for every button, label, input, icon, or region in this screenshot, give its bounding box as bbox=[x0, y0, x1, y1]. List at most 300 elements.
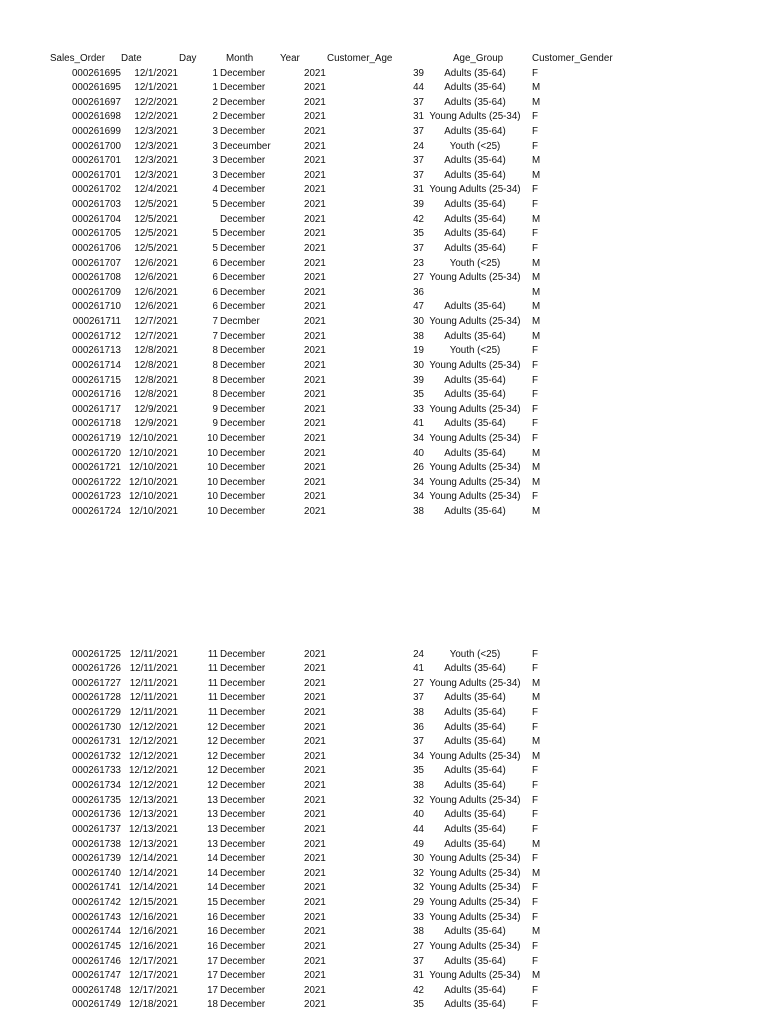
customer-gender-cell: M bbox=[532, 330, 541, 342]
day-cell: 17 bbox=[207, 955, 218, 967]
day-cell: 16 bbox=[207, 926, 218, 938]
sales-order-cell: 000261747 bbox=[71, 970, 121, 982]
customer-gender-cell: F bbox=[532, 648, 538, 660]
date-cell: 12/7/2021 bbox=[134, 330, 178, 342]
customer-gender-cell: M bbox=[532, 867, 541, 879]
month-cell: December bbox=[220, 648, 266, 660]
month-cell: December bbox=[220, 706, 266, 718]
table-row bbox=[0, 648, 768, 663]
age-group-cell: Adults (35-64) bbox=[444, 169, 506, 181]
date-cell: 12/9/2021 bbox=[134, 418, 178, 430]
age-group-cell: Adults (35-64) bbox=[444, 67, 506, 79]
customer-gender-cell: M bbox=[532, 272, 541, 284]
year-cell: 2021 bbox=[304, 67, 326, 79]
date-cell: 12/11/2021 bbox=[129, 663, 178, 675]
customer-gender-cell: M bbox=[532, 155, 541, 167]
age-group-cell: Adults (35-64) bbox=[444, 838, 506, 850]
age-group-cell: Youth (<25) bbox=[449, 648, 501, 660]
sales-order-cell: 000261730 bbox=[71, 721, 121, 733]
customer-gender-cell: F bbox=[532, 359, 538, 371]
table-row bbox=[0, 852, 768, 867]
customer-age-cell: 30 bbox=[413, 359, 424, 371]
year-cell: 2021 bbox=[304, 228, 326, 240]
month-cell: December bbox=[220, 677, 266, 689]
day-cell: 9 bbox=[212, 418, 218, 430]
year-cell: 2021 bbox=[304, 780, 326, 792]
month-cell: December bbox=[220, 911, 266, 923]
date-cell: 12/12/2021 bbox=[128, 736, 178, 748]
customer-age-cell: 23 bbox=[413, 257, 424, 269]
sales-order-cell: 000261714 bbox=[71, 359, 121, 371]
year-cell: 2021 bbox=[304, 491, 326, 503]
customer-age-cell: 38 bbox=[413, 926, 424, 938]
day-cell: 5 bbox=[212, 242, 218, 254]
year-cell: 2021 bbox=[304, 838, 326, 850]
day-cell: 1 bbox=[212, 67, 218, 79]
customer-gender-cell: M bbox=[532, 316, 541, 328]
customer-age-cell: 35 bbox=[413, 228, 424, 240]
customer-age-cell: 40 bbox=[413, 809, 424, 821]
customer-gender-cell: F bbox=[532, 823, 538, 835]
age-group-cell: Youth (<25) bbox=[449, 345, 501, 357]
day-cell: 13 bbox=[207, 823, 218, 835]
table-row bbox=[0, 110, 768, 125]
month-cell: December bbox=[220, 403, 266, 415]
customer-age-cell: 37 bbox=[413, 125, 424, 137]
date-cell: 12/15/2021 bbox=[128, 897, 178, 909]
table-row bbox=[0, 154, 768, 169]
sales-order-cell: 000261701 bbox=[71, 155, 121, 167]
date-cell: 12/6/2021 bbox=[134, 257, 178, 269]
table-row bbox=[0, 911, 768, 926]
day-cell: 13 bbox=[207, 794, 218, 806]
age-group-cell: Adults (35-64) bbox=[444, 125, 506, 137]
customer-age-cell: 35 bbox=[413, 389, 424, 401]
date-cell: 12/6/2021 bbox=[134, 301, 178, 313]
header-year: Year bbox=[280, 53, 300, 64]
sales-order-cell: 000261695 bbox=[71, 82, 121, 94]
year-cell: 2021 bbox=[304, 736, 326, 748]
sales-order-cell: 000261739 bbox=[71, 853, 121, 865]
year-cell: 2021 bbox=[304, 506, 326, 518]
customer-age-cell: 32 bbox=[413, 882, 424, 894]
month-cell: December bbox=[220, 882, 266, 894]
customer-gender-cell: F bbox=[532, 199, 538, 211]
day-cell: 14 bbox=[207, 882, 218, 894]
age-group-cell: Adults (35-64) bbox=[444, 96, 506, 108]
month-cell: December bbox=[220, 721, 266, 733]
month-cell: December bbox=[220, 462, 266, 474]
month-cell: December bbox=[220, 838, 266, 850]
day-cell: 1 bbox=[212, 82, 218, 94]
date-cell: 12/12/2021 bbox=[128, 765, 178, 777]
age-group-cell: Adults (35-64) bbox=[444, 926, 506, 938]
table-row bbox=[0, 140, 768, 155]
month-cell: Deceumber bbox=[220, 140, 271, 152]
year-cell: 2021 bbox=[304, 140, 326, 152]
date-cell: 12/3/2021 bbox=[134, 169, 178, 181]
age-group-cell: Young Adults (25-34) bbox=[429, 491, 521, 503]
date-cell: 12/13/2021 bbox=[128, 794, 178, 806]
date-cell: 12/16/2021 bbox=[128, 926, 178, 938]
sales-order-cell: 000261728 bbox=[71, 692, 121, 704]
sales-order-cell: 000261734 bbox=[71, 780, 121, 792]
sales-order-cell: 000261746 bbox=[71, 955, 121, 967]
table-row bbox=[0, 955, 768, 970]
date-cell: 12/10/2021 bbox=[128, 462, 178, 474]
customer-age-cell: 19 bbox=[413, 345, 424, 357]
customer-age-cell: 32 bbox=[413, 867, 424, 879]
customer-age-cell: 42 bbox=[413, 984, 424, 996]
day-cell: 6 bbox=[212, 257, 218, 269]
month-cell: December bbox=[220, 750, 266, 762]
day-cell: 12 bbox=[207, 721, 218, 733]
table-row bbox=[0, 984, 768, 999]
sales-order-cell: 000261716 bbox=[71, 389, 121, 401]
year-cell: 2021 bbox=[304, 882, 326, 894]
year-cell: 2021 bbox=[304, 926, 326, 938]
customer-age-cell: 32 bbox=[413, 794, 424, 806]
sales-order-cell: 000261700 bbox=[71, 140, 121, 152]
table-row bbox=[0, 808, 768, 823]
sales-order-cell: 000261744 bbox=[71, 926, 121, 938]
month-cell: December bbox=[220, 853, 266, 865]
customer-age-cell: 37 bbox=[413, 96, 424, 108]
customer-age-cell: 27 bbox=[413, 940, 424, 952]
year-cell: 2021 bbox=[304, 389, 326, 401]
month-cell: Decmber bbox=[220, 316, 260, 328]
customer-gender-cell: F bbox=[532, 999, 538, 1011]
sales-order-cell: 000261702 bbox=[71, 184, 121, 196]
day-cell: 17 bbox=[207, 970, 218, 982]
sales-order-cell: 000261742 bbox=[71, 897, 121, 909]
day-cell: 4 bbox=[212, 184, 218, 196]
day-cell: 16 bbox=[207, 940, 218, 952]
table-row bbox=[0, 300, 768, 315]
customer-age-cell: 38 bbox=[413, 506, 424, 518]
customer-gender-cell: F bbox=[532, 780, 538, 792]
date-cell: 12/8/2021 bbox=[134, 374, 178, 386]
month-cell: December bbox=[220, 359, 266, 371]
customer-age-cell: 37 bbox=[413, 169, 424, 181]
day-cell: 13 bbox=[207, 838, 218, 850]
table-row bbox=[0, 169, 768, 184]
sales-order-cell: 000261718 bbox=[71, 418, 121, 430]
table-row bbox=[0, 96, 768, 111]
customer-gender-cell: F bbox=[532, 794, 538, 806]
header-customer-age: Customer_Age bbox=[327, 53, 393, 64]
age-group-cell: Young Adults (25-34) bbox=[429, 677, 521, 689]
day-cell: 11 bbox=[207, 706, 218, 718]
customer-gender-cell: F bbox=[532, 389, 538, 401]
date-cell: 12/12/2021 bbox=[128, 750, 178, 762]
year-cell: 2021 bbox=[304, 823, 326, 835]
customer-age-cell: 31 bbox=[413, 184, 424, 196]
customer-gender-cell: F bbox=[532, 242, 538, 254]
customer-age-cell: 37 bbox=[413, 955, 424, 967]
table-row bbox=[0, 764, 768, 779]
customer-gender-cell: F bbox=[532, 111, 538, 123]
date-cell: 12/14/2021 bbox=[128, 853, 178, 865]
customer-age-cell: 49 bbox=[413, 838, 424, 850]
age-group-cell: Adults (35-64) bbox=[444, 374, 506, 386]
year-cell: 2021 bbox=[304, 677, 326, 689]
header-customer-gender: Customer_Gender bbox=[532, 53, 613, 64]
year-cell: 2021 bbox=[304, 111, 326, 123]
age-group-cell: Adults (35-64) bbox=[444, 706, 506, 718]
date-cell: 12/8/2021 bbox=[134, 389, 178, 401]
customer-gender-cell: F bbox=[532, 765, 538, 777]
day-cell: 11 bbox=[207, 648, 218, 660]
customer-gender-cell: M bbox=[532, 736, 541, 748]
table-row bbox=[0, 359, 768, 374]
header-month: Month bbox=[226, 53, 254, 64]
customer-gender-cell: F bbox=[532, 955, 538, 967]
month-cell: December bbox=[220, 823, 266, 835]
day-cell: 5 bbox=[212, 228, 218, 240]
day-cell: 3 bbox=[212, 140, 218, 152]
month-cell: December bbox=[220, 82, 266, 94]
year-cell: 2021 bbox=[304, 984, 326, 996]
year-cell: 2021 bbox=[304, 721, 326, 733]
customer-gender-cell: M bbox=[532, 257, 541, 269]
customer-age-cell: 38 bbox=[413, 706, 424, 718]
sales-order-cell: 000261710 bbox=[71, 301, 121, 313]
customer-age-cell: 34 bbox=[413, 491, 424, 503]
sales-order-cell: 000261736 bbox=[71, 809, 121, 821]
age-group-cell: Young Adults (25-34) bbox=[429, 184, 521, 196]
age-group-cell: Adults (35-64) bbox=[444, 506, 506, 518]
date-cell: 12/12/2021 bbox=[128, 780, 178, 792]
customer-age-cell: 34 bbox=[413, 433, 424, 444]
sales-order-cell: 000261704 bbox=[71, 213, 121, 225]
month-cell: December bbox=[220, 736, 266, 748]
table-row bbox=[0, 461, 768, 476]
sales-order-cell: 000261699 bbox=[71, 125, 121, 137]
sales-order-cell: 000261719 bbox=[71, 433, 121, 444]
table-row bbox=[0, 257, 768, 272]
customer-age-cell: 37 bbox=[413, 155, 424, 167]
customer-age-cell: 44 bbox=[413, 823, 424, 835]
age-group-cell: Adults (35-64) bbox=[444, 242, 506, 254]
date-cell: 12/10/2021 bbox=[128, 476, 178, 488]
customer-gender-cell: M bbox=[532, 286, 541, 298]
table-row bbox=[0, 315, 768, 330]
customer-age-cell: 37 bbox=[413, 692, 424, 704]
customer-gender-cell: M bbox=[532, 476, 541, 488]
sales-order-cell: 000261707 bbox=[71, 257, 121, 269]
sales-order-cell: 000261715 bbox=[71, 374, 121, 386]
date-cell: 12/9/2021 bbox=[134, 403, 178, 415]
year-cell: 2021 bbox=[304, 692, 326, 704]
customer-age-cell: 31 bbox=[413, 970, 424, 982]
sales-order-cell: 000261733 bbox=[71, 765, 121, 777]
month-cell: December bbox=[220, 242, 266, 254]
customer-gender-cell: M bbox=[532, 96, 541, 108]
date-cell: 12/1/2021 bbox=[134, 67, 178, 79]
table-row bbox=[0, 125, 768, 140]
table-row bbox=[0, 750, 768, 765]
age-group-cell: Adults (35-64) bbox=[444, 721, 506, 733]
sales-order-cell: 000261723 bbox=[71, 491, 121, 503]
age-group-cell: Adults (35-64) bbox=[444, 823, 506, 835]
age-group-cell: Young Adults (25-34) bbox=[429, 794, 521, 806]
date-cell: 12/5/2021 bbox=[134, 213, 178, 225]
sales-order-cell: 000261727 bbox=[71, 677, 121, 689]
month-cell: December bbox=[220, 301, 266, 313]
table-row bbox=[0, 706, 768, 721]
day-cell: 5 bbox=[212, 199, 218, 211]
month-cell: December bbox=[220, 213, 266, 225]
month-cell: December bbox=[220, 418, 266, 430]
age-group-cell: Young Adults (25-34) bbox=[429, 970, 521, 982]
sales-order-cell: 000261740 bbox=[71, 867, 121, 879]
table-row bbox=[0, 969, 768, 984]
customer-gender-cell: F bbox=[532, 882, 538, 894]
header-row bbox=[0, 52, 768, 67]
date-cell: 12/11/2021 bbox=[129, 648, 178, 660]
customer-age-cell: 26 bbox=[413, 462, 424, 474]
customer-gender-cell: M bbox=[532, 447, 541, 459]
customer-gender-cell: F bbox=[532, 345, 538, 357]
sales-order-cell: 000261731 bbox=[71, 736, 121, 748]
day-cell: 12 bbox=[207, 765, 218, 777]
date-cell: 12/8/2021 bbox=[134, 345, 178, 357]
date-cell: 12/5/2021 bbox=[134, 199, 178, 211]
customer-age-cell: 37 bbox=[413, 736, 424, 748]
sales-order-cell: 000261729 bbox=[71, 706, 121, 718]
date-cell: 12/3/2021 bbox=[134, 140, 178, 152]
table-row bbox=[0, 998, 768, 1013]
year-cell: 2021 bbox=[304, 199, 326, 211]
table-row bbox=[0, 417, 768, 432]
table-row bbox=[0, 721, 768, 736]
sales-order-cell: 000261726 bbox=[71, 663, 121, 675]
year-cell: 2021 bbox=[304, 999, 326, 1011]
table-row bbox=[0, 242, 768, 257]
month-cell: December bbox=[220, 765, 266, 777]
age-group-cell: Young Adults (25-34) bbox=[429, 750, 521, 762]
date-cell: 12/10/2021 bbox=[128, 491, 178, 503]
sales-order-cell: 000261735 bbox=[71, 794, 121, 806]
year-cell: 2021 bbox=[304, 418, 326, 430]
table-row bbox=[0, 403, 768, 418]
date-cell: 12/3/2021 bbox=[134, 125, 178, 137]
customer-age-cell: 31 bbox=[413, 111, 424, 123]
customer-gender-cell: M bbox=[532, 970, 541, 982]
year-cell: 2021 bbox=[304, 96, 326, 108]
header-sales-order: Sales_Order bbox=[50, 53, 105, 64]
date-cell: 12/10/2021 bbox=[128, 506, 178, 518]
sales-order-cell: 000261695 bbox=[71, 67, 121, 79]
year-cell: 2021 bbox=[304, 794, 326, 806]
day-cell: 7 bbox=[212, 330, 218, 342]
sales-order-cell: 000261741 bbox=[71, 882, 121, 894]
sales-order-cell: 000261732 bbox=[71, 750, 121, 762]
sales-order-cell: 000261720 bbox=[71, 447, 121, 459]
sales-order-cell: 000261725 bbox=[71, 648, 121, 660]
sales-order-cell: 000261724 bbox=[71, 506, 121, 518]
customer-gender-cell: M bbox=[532, 838, 541, 850]
customer-gender-cell: F bbox=[532, 140, 538, 152]
sales-order-cell: 000261737 bbox=[71, 823, 121, 835]
table-row bbox=[0, 198, 768, 213]
sales-order-cell: 000261722 bbox=[71, 476, 121, 488]
customer-gender-cell: F bbox=[532, 125, 538, 137]
age-group-cell: Young Adults (25-34) bbox=[429, 882, 521, 894]
table-row bbox=[0, 81, 768, 96]
date-cell: 12/10/2021 bbox=[128, 447, 178, 459]
sales-order-cell: 000261721 bbox=[71, 462, 121, 474]
year-cell: 2021 bbox=[304, 867, 326, 879]
age-group-cell: Youth (<25) bbox=[449, 257, 501, 269]
table-row bbox=[0, 490, 768, 505]
sales-order-cell: 000261749 bbox=[71, 999, 121, 1011]
date-cell: 12/5/2021 bbox=[134, 242, 178, 254]
table-row bbox=[0, 227, 768, 242]
table-row bbox=[0, 330, 768, 345]
customer-gender-cell: F bbox=[532, 984, 538, 996]
customer-gender-cell: F bbox=[532, 433, 538, 444]
age-group-cell: Adults (35-64) bbox=[444, 199, 506, 211]
sales-order-cell: 000261745 bbox=[71, 940, 121, 952]
age-group-cell: Young Adults (25-34) bbox=[429, 476, 521, 488]
year-cell: 2021 bbox=[304, 765, 326, 777]
month-cell: December bbox=[220, 199, 266, 211]
customer-age-cell: 35 bbox=[413, 999, 424, 1011]
customer-age-cell: 30 bbox=[413, 853, 424, 865]
sales-order-cell: 000261713 bbox=[71, 345, 121, 357]
age-group-cell: Adults (35-64) bbox=[444, 999, 506, 1011]
sales-order-cell: 000261703 bbox=[71, 199, 121, 211]
customer-age-cell: 30 bbox=[413, 316, 424, 328]
age-group-cell: Young Adults (25-34) bbox=[429, 867, 521, 879]
day-cell: 12 bbox=[207, 780, 218, 792]
month-cell: December bbox=[220, 663, 266, 675]
header-date: Date bbox=[121, 53, 142, 64]
customer-gender-cell: M bbox=[532, 213, 541, 225]
age-group-cell: Adults (35-64) bbox=[444, 389, 506, 401]
date-cell: 12/13/2021 bbox=[128, 809, 178, 821]
customer-age-cell: 41 bbox=[413, 418, 424, 430]
day-cell: 10 bbox=[207, 462, 218, 474]
year-cell: 2021 bbox=[304, 301, 326, 313]
date-cell: 12/17/2021 bbox=[128, 984, 178, 996]
day-cell: 8 bbox=[212, 359, 218, 371]
customer-gender-cell: M bbox=[532, 692, 541, 704]
day-cell: 6 bbox=[212, 272, 218, 284]
month-cell: December bbox=[220, 780, 266, 792]
date-cell: 12/2/2021 bbox=[134, 111, 178, 123]
year-cell: 2021 bbox=[304, 155, 326, 167]
customer-gender-cell: F bbox=[532, 374, 538, 386]
date-cell: 12/11/2021 bbox=[129, 677, 178, 689]
year-cell: 2021 bbox=[304, 82, 326, 94]
date-cell: 12/7/2021 bbox=[134, 316, 178, 328]
date-cell: 12/12/2021 bbox=[128, 721, 178, 733]
age-group-cell: Adults (35-64) bbox=[444, 663, 506, 675]
date-cell: 12/6/2021 bbox=[134, 272, 178, 284]
month-cell: December bbox=[220, 374, 266, 386]
month-cell: December bbox=[220, 286, 266, 298]
month-cell: December bbox=[220, 692, 266, 704]
customer-age-cell: 36 bbox=[413, 286, 424, 298]
customer-age-cell: 36 bbox=[413, 721, 424, 733]
date-cell: 12/11/2021 bbox=[129, 706, 178, 718]
age-group-cell: Young Adults (25-34) bbox=[429, 897, 521, 909]
day-cell: 17 bbox=[207, 984, 218, 996]
customer-gender-cell: F bbox=[532, 809, 538, 821]
